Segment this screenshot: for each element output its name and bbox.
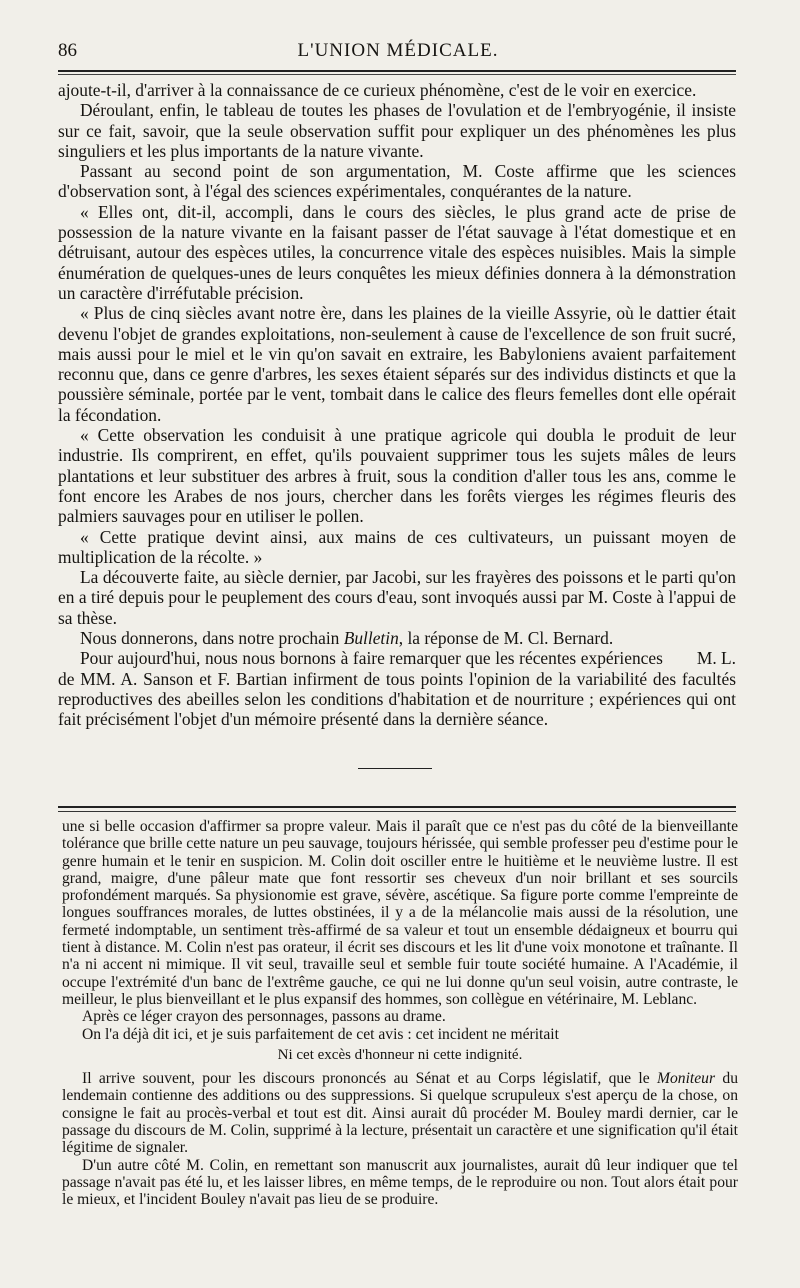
main-article bbox=[58, 80, 736, 730]
feuilleton-paragraph: D'un autre côté M. Colin, en remettant son manuscrit aux journalistes, aurait dû leur indiquer que tel passage n'avait pas été lu, et les laisser libres, en même temps, de le reproduire ou non. Tout alors était pour le mieux, et l'incident Bouley n'avait pas lieu de se produire. bbox=[62, 1156, 738, 1209]
text-run: du lendemain contienne des additions ou des suppressions. Si quelque scrupuleux s'est aperçu de la chose, on consigne le fait au procès-verbal et tout est dit. Ainsi aurait dû procéder M. Bouley mardi dernier, car le passage du discours de M. Colin, supprimé à la lecture, présentait un caractère et une signification qu'il était légitime de signaler. bbox=[62, 1070, 738, 1157]
paragraph bbox=[58, 628, 736, 648]
text-run: Il arrive souvent, pour les discours prononcés au Sénat et au Corps législatif, que le bbox=[82, 1070, 658, 1088]
paragraph: « Cette observation les conduisit à une pratique agricole qui doubla le produit de leur industrie. Ils comprirent, en effet, qu'ils pouvaient supprimer tous les sujets mâles de leurs plantations et leur substituer des arbres à fruit, sous la condition d'aller tous les ans, comme le font encore les Arabes de nos jours, chercher dans les forêts vierges les régimes fleuris des palmiers sauvages pour en utiliser le pollen. bbox=[58, 425, 736, 527]
paragraph: « Plus de cinq siècles avant notre ère, dans les plaines de la vieille Assyrie, où le dattier était devenu l'objet de grandes exploitations, non-seulement à cause de l'excellence de son fruit sucré, mais aussi pour le miel et le vin qu'on savait en extraire, les Babyloniens avaient parfaitement reconnu que, dans ce genre d'arbres, les sexes étaient séparés sur des individus distincts et que la poussière séminale, portée par le vent, tombait dans le calice des fleurs femelles dont elle opérait la fécondation. bbox=[58, 303, 736, 425]
feuilleton-paragraph: Après ce léger crayon des personnages, passons au drame. bbox=[82, 1008, 446, 1026]
paragraph bbox=[58, 648, 736, 729]
header-rule bbox=[58, 70, 736, 72]
paragraph: « Cette pratique devint ainsi, aux mains de ces cultivateurs, un puissant moyen de multiplication de la récolte. » bbox=[58, 526, 736, 567]
journal-title: L'UNION MÉDICALE. bbox=[297, 40, 499, 61]
text-run: Pour aujourd'hui, nous nous bornons à faire remarquer que les récentes expériences de MM. A. Sanson et F. Bartian infirment de tous points l'opinion de la variabilité des facultés reproductives des abeilles selon les conditions d'habitation et de nourriture ; expériences qui ont fait précisément l'objet d'un mémoire présenté dans la dernière séance. bbox=[58, 648, 736, 730]
feuilleton-paragraph: On l'a déjà dit ici, et je suis parfaitement de cet avis : cet incident ne méritait bbox=[82, 1025, 559, 1043]
paragraph: Passant au second point de son argumentation, M. Coste affirme que les sciences d'observation sont, à l'égal des sciences expérimentales, conquérantes de la nature. bbox=[58, 161, 736, 202]
text-run: Nous donnerons, dans notre prochain bbox=[80, 628, 344, 649]
feuilleton-section bbox=[62, 818, 738, 1209]
feuilleton-rule-thin bbox=[58, 811, 736, 812]
paragraph: Déroulant, enfin, le tableau de toutes les phases de l'ovulation et de l'embryogénie, il insiste sur ce fait, savoir, que la seule observation suffit pour expliquer un des phénomènes les plus singuliers et les plus importants de la nature vivante. bbox=[58, 100, 736, 161]
header-rule-thin bbox=[58, 74, 736, 75]
feuilleton-paragraph: une si belle occasion d'affirmer sa propre valeur. Mais il paraît que ce n'est pas du côté de la bienveillante tolérance que brille cette nature un peu sauvage, toujours hérissée, qui semble professer peu d'estime pour le genre humain et le tenir en suspicion. M. Colin doit osciller entre le huitième et le neuvième lustre. Il est grand, maigre, d'une pâleur mate que font ressortir ses cheveux d'un noir brillant et ses sourcils profondément marqués. Sa physionomie est grave, sévère, ascétique. Sa figure porte comme l'empreinte de longues souffrances morales, de luttes obstinées, il y a de la mélancolie mais aussi de la résolution, une fermeté indomptable, un sentiment très-affirmé de sa valeur et tout un ensemble dédaigneux et bourru qui tient à distance. M. Colin n'est pas orateur, il écrit ses discours et les lit d'une voix monotone et traînante. Il n'a ni accent ni mimique. Il vit seul, travaille seul et semble fuir toute société humaine. A l'Académie, il occupe l'extrémité d'un banc de l'extrême gauche, ce qui ne lui donne qu'un seul voisin, autre contraste, le meilleur, le plus bienveillant et le plus expansif des hommes, son collègue en vétérinaire, M. Leblanc. bbox=[62, 818, 738, 1008]
author-signature: M. L. bbox=[696, 648, 736, 669]
bulletin-italic: Bulletin bbox=[343, 628, 399, 649]
feuilleton-rule bbox=[58, 806, 736, 808]
text-run: , la réponse de M. Cl. Bernard. bbox=[398, 628, 614, 649]
paragraph: La découverte faite, au siècle dernier, par Jacobi, sur les frayères des poissons et le parti qu'on en a tiré depuis pour le peuplement des cours d'eau, sont invoqués aussi par M. Coste à l'appui de sa thèse. bbox=[58, 567, 736, 628]
article-end-rule bbox=[358, 768, 432, 769]
moniteur-italic: Moniteur bbox=[657, 1070, 716, 1088]
running-head bbox=[58, 40, 738, 66]
verse-quote: Ni cet excès d'honneur ni cette indignité. bbox=[277, 1046, 523, 1063]
page-number: 86 bbox=[58, 40, 77, 61]
paragraph: ajoute-t-il, d'arriver à la connaissance de ce curieux phénomène, c'est de le voir en exercice. bbox=[58, 80, 697, 100]
feuilleton-paragraph bbox=[62, 1070, 738, 1156]
paragraph: « Elles ont, dit-il, accompli, dans le cours des siècles, le plus grand acte de prise de possession de la nature vivante en la faisant passer de l'état sauvage à l'état domestique et en détruisant, autour des espèces utiles, la concurrence vitale des espèces nuisibles. Mais la simple énumération de quelques-unes de leurs conquêtes les mieux définies donnera à la démonstration un caractère d'irréfutable précision. bbox=[58, 201, 736, 303]
